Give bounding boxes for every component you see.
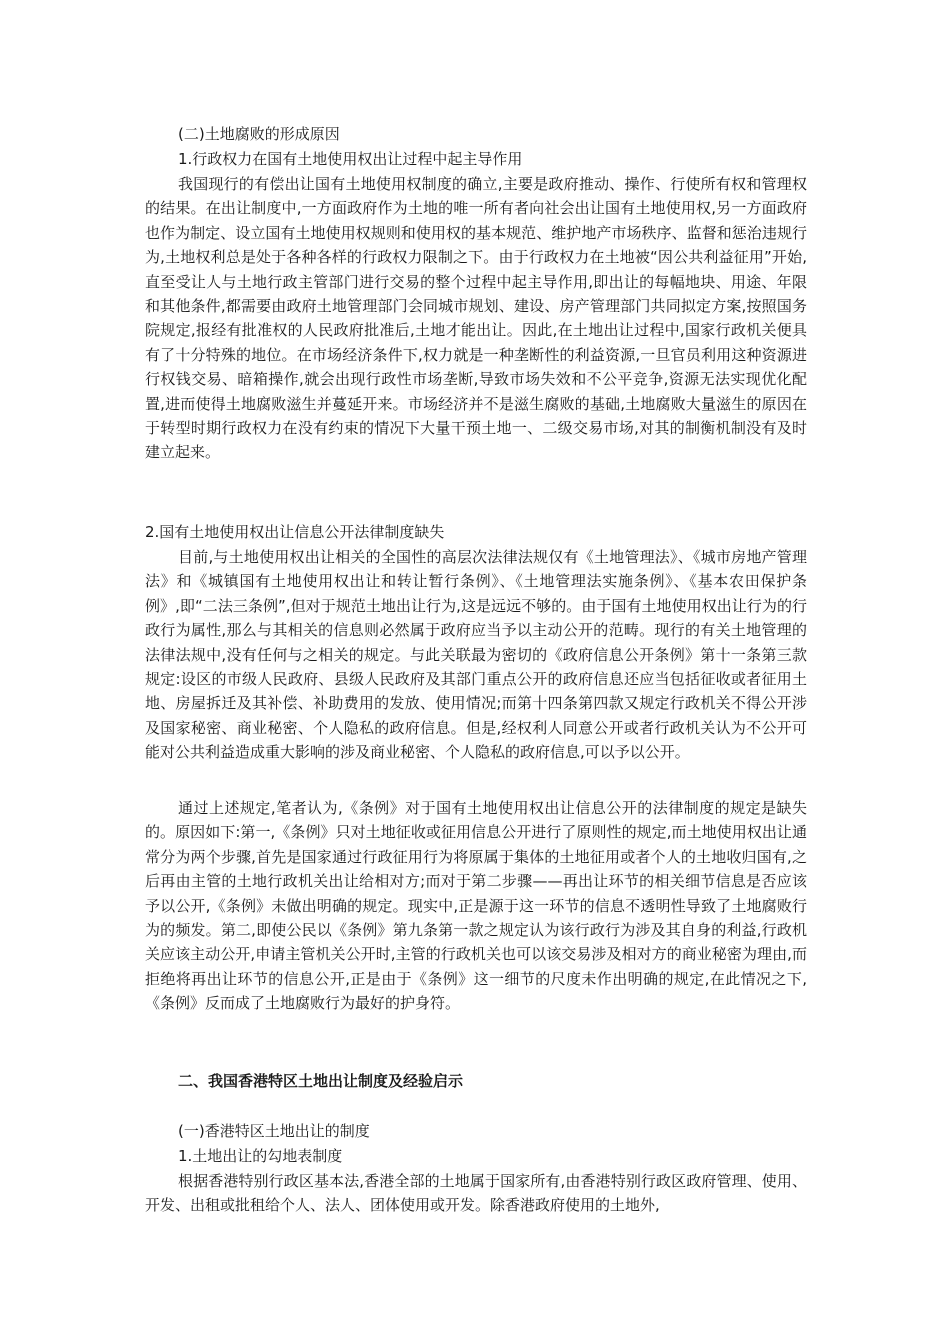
- body-paragraph: 通过上述规定,笔者认为,《条例》对于国有土地使用权出让信息公开的法律制度的规定是缺失的。原因如下:第一,《条例》只对土地征收或征用信息公开进行了原则性的规定,而土地使用权出让通常分为两个步骤,首先是国家通过行政征用行为将原属于集体的土地征用或者个人的土地收归国有,之后再由主管的土地行政机关出让给相对方;而对于第二步骤——再出让环节的相关细节信息是否应该予以公开,《条例》未做出明确的规定。现实中,正是源于这一环节的信息不透明性导致了土地腐败行为的频发。第二,即使公民以《条例》第九条第一款之规定认为该行政行为涉及其自身的利益,行政机关应该主动公开,申请主管机关公开时,主管的行政机关也可以该交易涉及相对方的商业秘密为理由,而拒绝将再出让环节的信息公开,正是由于《条例》这一细节的尺度未作出明确的规定,在此情况之下,《条例》反而成了土地腐败行为最好的护身符。: [145, 799, 807, 1013]
- body-paragraph: 目前,与土地使用权出让相关的全国性的高层次法律法规仅有《土地管理法》、《城市房地产管理法》和《城镇国有土地使用权出让和转让暂行条例》、《土地管理法实施条例》、《基本农田保护条例》,即“二法三条例”,但对于规范土地出让行为,这是远远不够的。由于国有土地使用权出让行为的行政行为属性,那么与其相关的信息则必然属于政府应当予以主动公开的范畴。现行的有关土地管理的法律法规中,没有任何与之相关的规定。与此关联最为密切的《政府信息公开条例》第十一条第三款规定:设区的市级人民政府、县级人民政府及其部门重点公开的政府信息还应当包括征收或者征用土地、房屋拆迁及其补偿、补助费用的发放、使用情况;而第十四条第四款又规定行政机关不得公开涉及国家秘密、商业秘密、个人隐私的政府信息。但是,经权利人同意公开或者行政机关认为不公开可能对公共利益造成重大影响的涉及商业秘密、个人隐私的政府信息,可以予以公开。: [145, 548, 807, 762]
- section-heading: (二)土地腐败的形成原因: [178, 125, 340, 143]
- subsection-heading: 2.国有土地使用权出让信息公开法律制度缺失: [145, 523, 445, 541]
- part-heading: 二、我国香港特区土地出让制度及经验启示: [178, 1072, 464, 1090]
- section-heading: (一)香港特区土地出让的制度: [178, 1122, 370, 1140]
- body-paragraph: 根据香港特别行政区基本法,香港全部的土地属于国家所有,由香港特别行政区政府管理、使用、开发、出租或批租给个人、法人、团体使用或开发。除香港政府使用的土地外,: [145, 1172, 807, 1215]
- body-paragraph: 我国现行的有偿出让国有土地使用权制度的确立,主要是政府推动、操作、行使所有权和管理权的结果。在出让制度中,一方面政府作为土地的唯一所有者向社会出让国有土地使用权,另一方面政府也作为制定、设立国有土地使用权规则和使用权的基本规范、维护地产市场秩序、监督和惩治违规行为,土地权利总是处于各种各样的行政权力限制之下。由于行政权力在土地被“因公共利益征用”开始,直至受让人与土地行政主管部门进行交易的整个过程中起主导作用,即出让的每幅地块、用途、年限和其他条件,都需要由政府土地管理部门会同城市规划、建设、房产管理部门共同拟定方案,按照国务院规定,报经有批准权的人民政府批准后,土地才能出让。因此,在土地出让过程中,国家行政机关便具有了十分特殊的地位。在市场经济条件下,权力就是一种垄断性的利益资源,一旦官员利用这种资源进行权钱交易、暗箱操作,就会出现行政性市场垄断,导致市场失效和不公平竞争,资源无法实现优化配置,进而使得土地腐败滋生并蔓延开来。市场经济并不是滋生腐败的基础,土地腐败大量滋生的原因在于转型时期行政权力在没有约束的情况下大量干预土地一、二级交易市场,对其的制衡机制没有及时建立起来。: [145, 175, 807, 462]
- subsection-heading: 1.土地出让的勾地表制度: [178, 1147, 343, 1165]
- subsection-heading: 1.行政权力在国有土地使用权出让过程中起主导作用: [178, 150, 523, 168]
